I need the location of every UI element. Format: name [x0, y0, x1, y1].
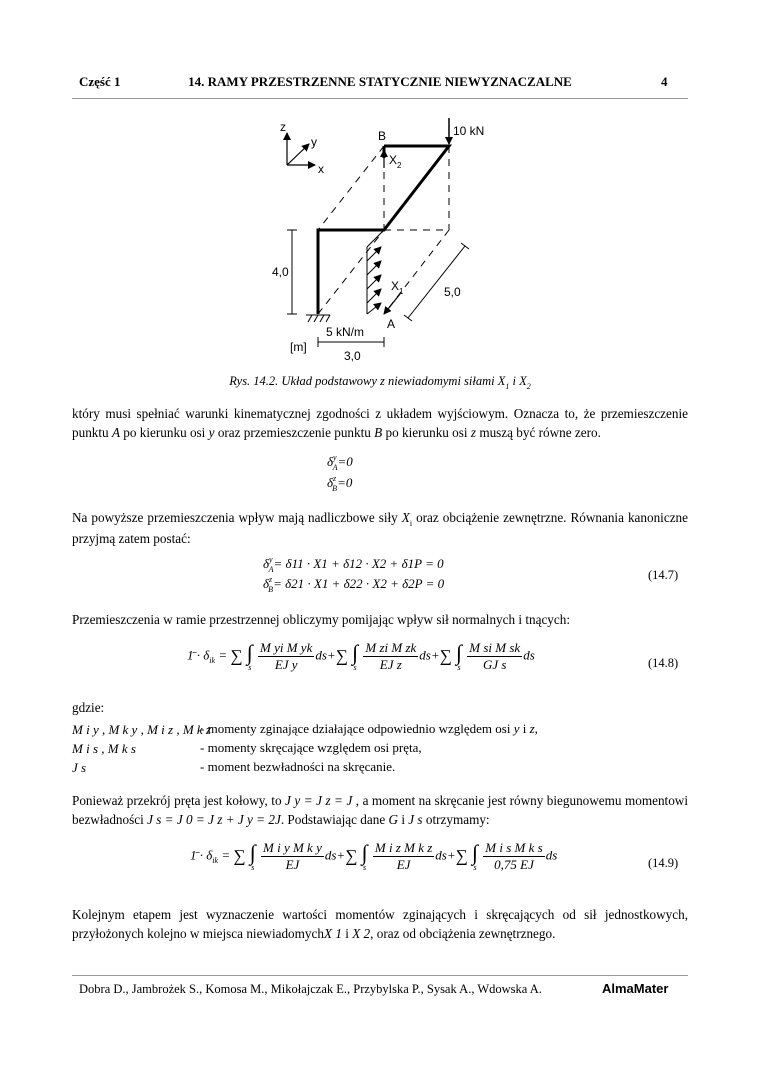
- paragraph-compatibility: który musi spełniać warunki kinematycznej zgodności z układem wyjściowym. Oznacza to, że przemieszczenie punktu A po kierunku osi y oraz przemieszczenie punktu B po kierunku osi z muszą być równe zero.: [72, 406, 688, 440]
- x1-label-sub: 1: [399, 287, 404, 296]
- depth-dim-label: 5,0: [444, 285, 461, 299]
- force-label: 10 kN: [453, 124, 485, 138]
- footer-rule: [72, 975, 688, 976]
- equation-14-9: 1̄ · $\delta_{ik}$ = ∑ ∫ s $\frac{\text{M i y M k y}}{EJ}$ ds+∑ ∫ s $\frac{\text{M i z M k z}}{EJ}$ ds+∑ ∫ s $\frac{\text{M i s M k s}}{0,75 EJ}$ ds: [190, 839, 558, 872]
- where-label: gdzie:: [72, 700, 105, 715]
- def-inertia-symbol: J s: [72, 760, 87, 775]
- fixed-support: [306, 315, 330, 322]
- point-a-label: A: [387, 317, 396, 331]
- header-page-number: 4: [661, 74, 668, 89]
- def-torsion-symbols: M i s , M k s: [72, 741, 136, 756]
- paragraph-next-step: Kolejnym etapem jest wyznaczenie wartości momentów zginających i skręcających od sił jednostkowych, przyłożonych kolejno w miejsca niewiadomychX 1 i X 2, oraz od obciążenia zewnętrznego.: [72, 907, 688, 941]
- condition-b: $\delta^z_B=0$: [327, 474, 353, 493]
- equation-number-14-7: (14.7): [648, 568, 679, 582]
- x2-label: X: [389, 153, 398, 167]
- unit-label: [m]: [290, 340, 307, 354]
- paragraph-canonical: Na powyższe przemieszczenia wpływ mają nadliczbowe siły $X_i$ oraz obciążenie zewnętrzne. Równania kanoniczne przyjmą zatem postać:: [72, 510, 689, 546]
- paragraph-circular-section: Ponieważ przekrój pręta jest kołowy, to J y = J z = J , a moment na skręcanie jest równy biegunowemu momentowi bezwładności J s = J 0 = J z + J y = 2J. Podstawiając dane G i J s otrzymamy:: [72, 793, 688, 827]
- def-bending-symbols: M i y , M k y , M i z , M k z: [72, 722, 211, 737]
- axis-y-label: y: [311, 135, 317, 149]
- x2-label-sub: 2: [397, 161, 402, 170]
- footer-brand: AlmaMater: [602, 981, 669, 996]
- canonical-eq-2: $\delta^z_B= \delta 21 \cdot X1 + \delta 22 \cdot X2 + \delta 2P = 0$: [263, 575, 445, 594]
- paragraph-displacements: Przemieszczenia w ramie przestrzennej obliczymy pomijając wpływ sił normalnych i tnących:: [72, 612, 571, 627]
- distributed-load: [367, 230, 384, 314]
- header-part: Część 1: [79, 74, 121, 89]
- x1-arrow: [384, 294, 400, 314]
- canonical-eq-1: $\delta^y_A= \delta 11 \cdot X1 + \delta 12 \cdot X2 + \delta 1P = 0$: [263, 555, 444, 574]
- point-b-label: B: [378, 129, 387, 143]
- frame-figure: [0, 0, 760, 380]
- width-dim-label: 3,0: [344, 349, 361, 363]
- figure-caption: Rys. 14.2. Układ podstawowy z niewiadomymi siłami $X_1$ i $X_2$: [229, 374, 531, 391]
- height-dim-label: 4,0: [272, 265, 289, 279]
- load-label: 5 kN/m: [326, 325, 365, 339]
- def-inertia-text: - moment bezwładności na skręcanie.: [200, 759, 396, 774]
- dimension-lines: [287, 230, 469, 347]
- equation-number-14-8: (14.8): [648, 656, 679, 670]
- equation-number-14-9: (14.9): [648, 856, 679, 870]
- footer-authors: Dobra D., Jambrożek S., Komosa M., Mikołajczak E., Przybylska P., Sysak A., Wdowska A.: [79, 982, 542, 996]
- header-chapter-title: 14. RAMY PRZESTRZENNE STATYCZNIE NIEWYZNACZALNE: [188, 74, 572, 89]
- def-bending-text: - momenty zginające działające odpowiednio względem osi y i z,: [200, 721, 538, 736]
- condition-a: $\delta^y_A=0$: [327, 453, 353, 472]
- x1-label: X: [391, 279, 400, 293]
- def-torsion-text: - momenty skręcające względem osi pręta,: [200, 740, 422, 755]
- equation-14-8: 1̄ · $\delta_{ik}$ = ∑ ∫ s $\frac{\text{M yi M yk}}{\text{EJ y}}$ ds+∑ ∫ s $\frac{\text{M zi M zk}}{\text{EJ z}}$ ds+∑ ∫ s $\frac{\text{M si M sk}}{\text{GJ s}}$ ds: [187, 639, 535, 672]
- axis-z-label: z: [280, 120, 286, 134]
- axis-x-label: x: [318, 162, 324, 176]
